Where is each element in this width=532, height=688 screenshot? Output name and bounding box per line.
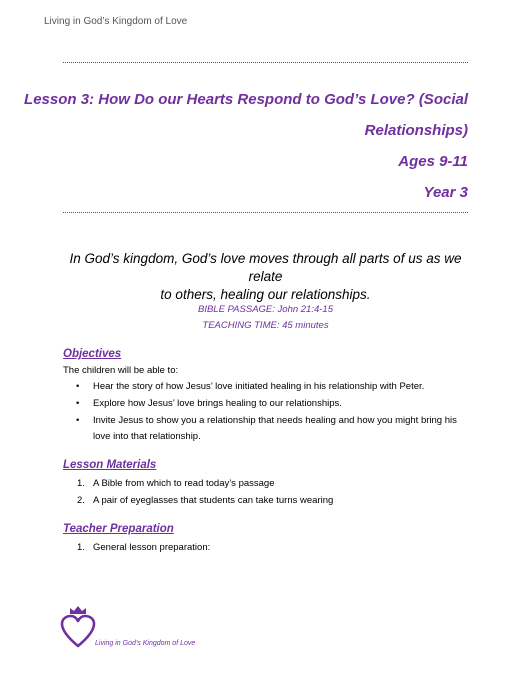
divider-bottom (63, 212, 468, 213)
list-number: 1. (77, 478, 85, 489)
list-number: 1. (77, 542, 85, 553)
preparation-list (63, 540, 468, 557)
list-item (63, 540, 468, 556)
list-item (63, 493, 468, 509)
objectives-list (63, 379, 468, 446)
list-number: 2. (77, 495, 85, 506)
materials-heading: Lesson Materials (63, 459, 157, 471)
intro-line1: In God’s kingdom, God’s love moves through all parts of us as we relate (69, 251, 462, 284)
running-header: Living in God’s Kingdom of Love (44, 16, 188, 27)
divider-top (63, 62, 468, 63)
lesson-title-line1: Lesson 3: How Do our Hearts Respond to God’s Love? (Social (24, 91, 468, 108)
teaching-time: TEACHING TIME: 45 minutes (202, 320, 329, 331)
crowned-heart-icon (60, 605, 96, 651)
intro-statement (63, 250, 468, 304)
lesson-year: Year 3 (423, 184, 468, 201)
intro-line2: to others, healing our relationships. (160, 287, 371, 302)
lesson-ages: Ages 9-11 (398, 153, 468, 170)
bible-passage: BIBLE PASSAGE: John 21:4-15 (197, 304, 333, 315)
materials-list (63, 476, 468, 510)
objectives-heading: Objectives (63, 348, 122, 360)
list-item: • Explore how Jesus’ love brings healing to our relationships. (63, 396, 468, 412)
list-item (63, 476, 468, 492)
footer-text: Living in God’s Kingdom of Love (95, 640, 196, 647)
list-text: General lesson preparation: (93, 542, 211, 553)
lesson-title-line2: Relationships) (364, 122, 468, 139)
list-text: A Bible from which to read today’s passage (93, 478, 275, 489)
list-item: • Hear the story of how Jesus’ love initiated healing in his relationship with Peter. (63, 379, 468, 395)
list-text: A pair of eyeglasses that students can take turns wearing (93, 495, 334, 506)
objectives-lead: The children will be able to: (63, 365, 179, 376)
preparation-heading: Teacher Preparation (63, 523, 174, 535)
list-item: • Invite Jesus to show you a relationship that needs healing and how you might bring his love into that relationship. (63, 413, 468, 444)
